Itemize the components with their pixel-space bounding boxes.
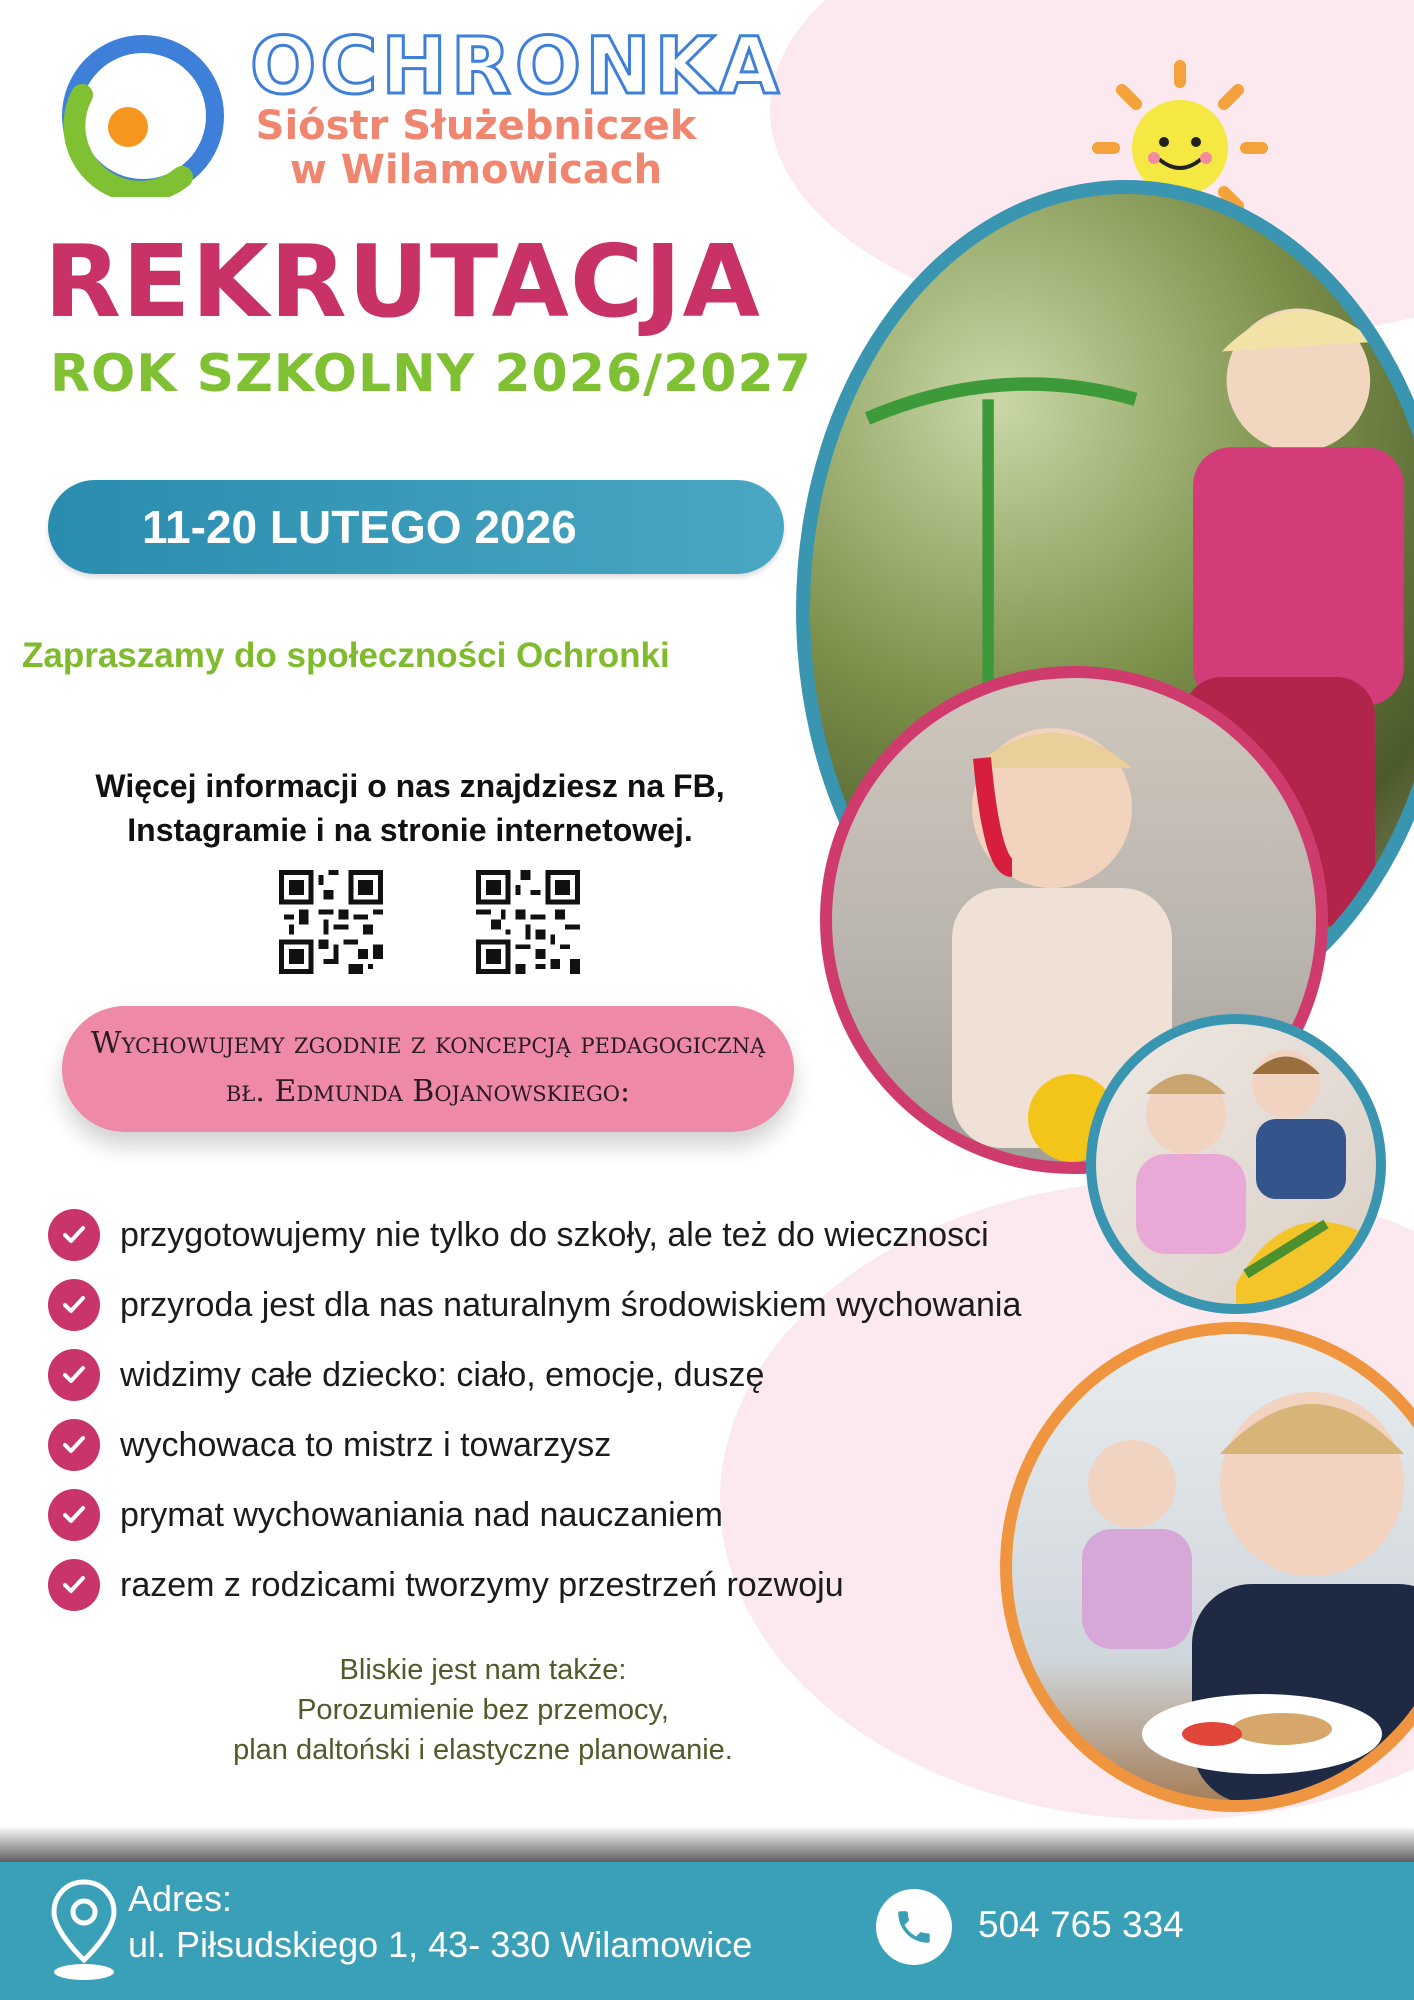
list-item-text: wychowaca to mistrz i towarzysz — [120, 1425, 612, 1464]
photo-boy-eating-drawing — [1012, 1334, 1414, 1800]
brand-subtitle-line2: w Wilamowicach — [289, 147, 663, 193]
qr-code-icon[interactable] — [476, 870, 580, 974]
address-label: Adres: — [128, 1878, 233, 1919]
list-item-text: widzimy całe dziecko: ciało, emocje, duszę — [120, 1355, 765, 1394]
checkmark-icon — [48, 1559, 100, 1611]
also-line2: Porozumienie bez przemocy, — [297, 1694, 669, 1726]
checkmark-icon — [48, 1419, 100, 1471]
address-value: ul. Piłsudskiego 1, 43- 330 Wilamowice — [128, 1924, 753, 1965]
qr-code-icon[interactable] — [279, 870, 383, 974]
list-item — [48, 1480, 1021, 1550]
concept-line1: Wychowujemy zgodnie z koncepcją pedagogiczną — [90, 1026, 766, 1061]
pedagogical-concept-banner — [62, 1006, 794, 1132]
more-info-line1: Więcej informacji o nas znajdziesz na FB, — [95, 768, 725, 804]
list-item — [48, 1550, 1021, 1620]
footer-shadow — [0, 1826, 1414, 1862]
checkmark-icon — [48, 1349, 100, 1401]
also-line3: plan daltoński i elastyczne planowanie. — [233, 1734, 733, 1766]
date-range-banner: 11-20 LUTEGO 2026 — [48, 480, 784, 574]
photo-children-painting — [1086, 1014, 1386, 1314]
school-year: ROK SZKOLNY 2026/2027 — [50, 344, 812, 404]
location-pin-icon — [48, 1876, 120, 1984]
list-item — [48, 1200, 1021, 1270]
more-info-text — [40, 764, 780, 852]
checkmark-icon — [48, 1279, 100, 1331]
ochronka-logo-icon — [62, 35, 224, 197]
values-list — [48, 1200, 1021, 1620]
checkmark-icon — [48, 1489, 100, 1541]
more-info-line2: Instagramie i na stronie internetowej. — [127, 812, 693, 848]
list-item — [48, 1270, 1021, 1340]
list-item — [48, 1340, 1021, 1410]
list-item-text: prymat wychowaniania nad nauczaniem — [120, 1495, 723, 1534]
photo-children-painting-drawing — [1096, 1024, 1376, 1304]
phone-number[interactable]: 504 765 334 — [978, 1904, 1184, 1945]
list-item-text: przyroda jest dla nas naturalnym środowiskiem wychowania — [120, 1285, 1022, 1324]
headline-recruitment: REKRUTACJA — [44, 223, 761, 340]
invite-text: Zapraszamy do społeczności Ochronki — [22, 636, 670, 675]
also-line1: Bliskie jest nam także: — [339, 1654, 627, 1686]
brand-name: OCHRONKA — [250, 22, 784, 112]
concept-line2: bł. Edmunda Bojanowskiego: — [225, 1074, 631, 1109]
list-item — [48, 1410, 1021, 1480]
list-item-text: razem z rodzicami tworzymy przestrzeń rozwoju — [120, 1565, 844, 1604]
brand-subtitle-line1: Siόstr Służebniczek — [255, 103, 697, 149]
also-text — [150, 1650, 816, 1770]
phone-icon[interactable] — [876, 1889, 952, 1965]
checkmark-icon — [48, 1209, 100, 1261]
brand-subtitle — [236, 104, 716, 192]
list-item-text: przygotowujemy nie tylko do szkoły, ale też do wiecznosci — [120, 1215, 989, 1254]
